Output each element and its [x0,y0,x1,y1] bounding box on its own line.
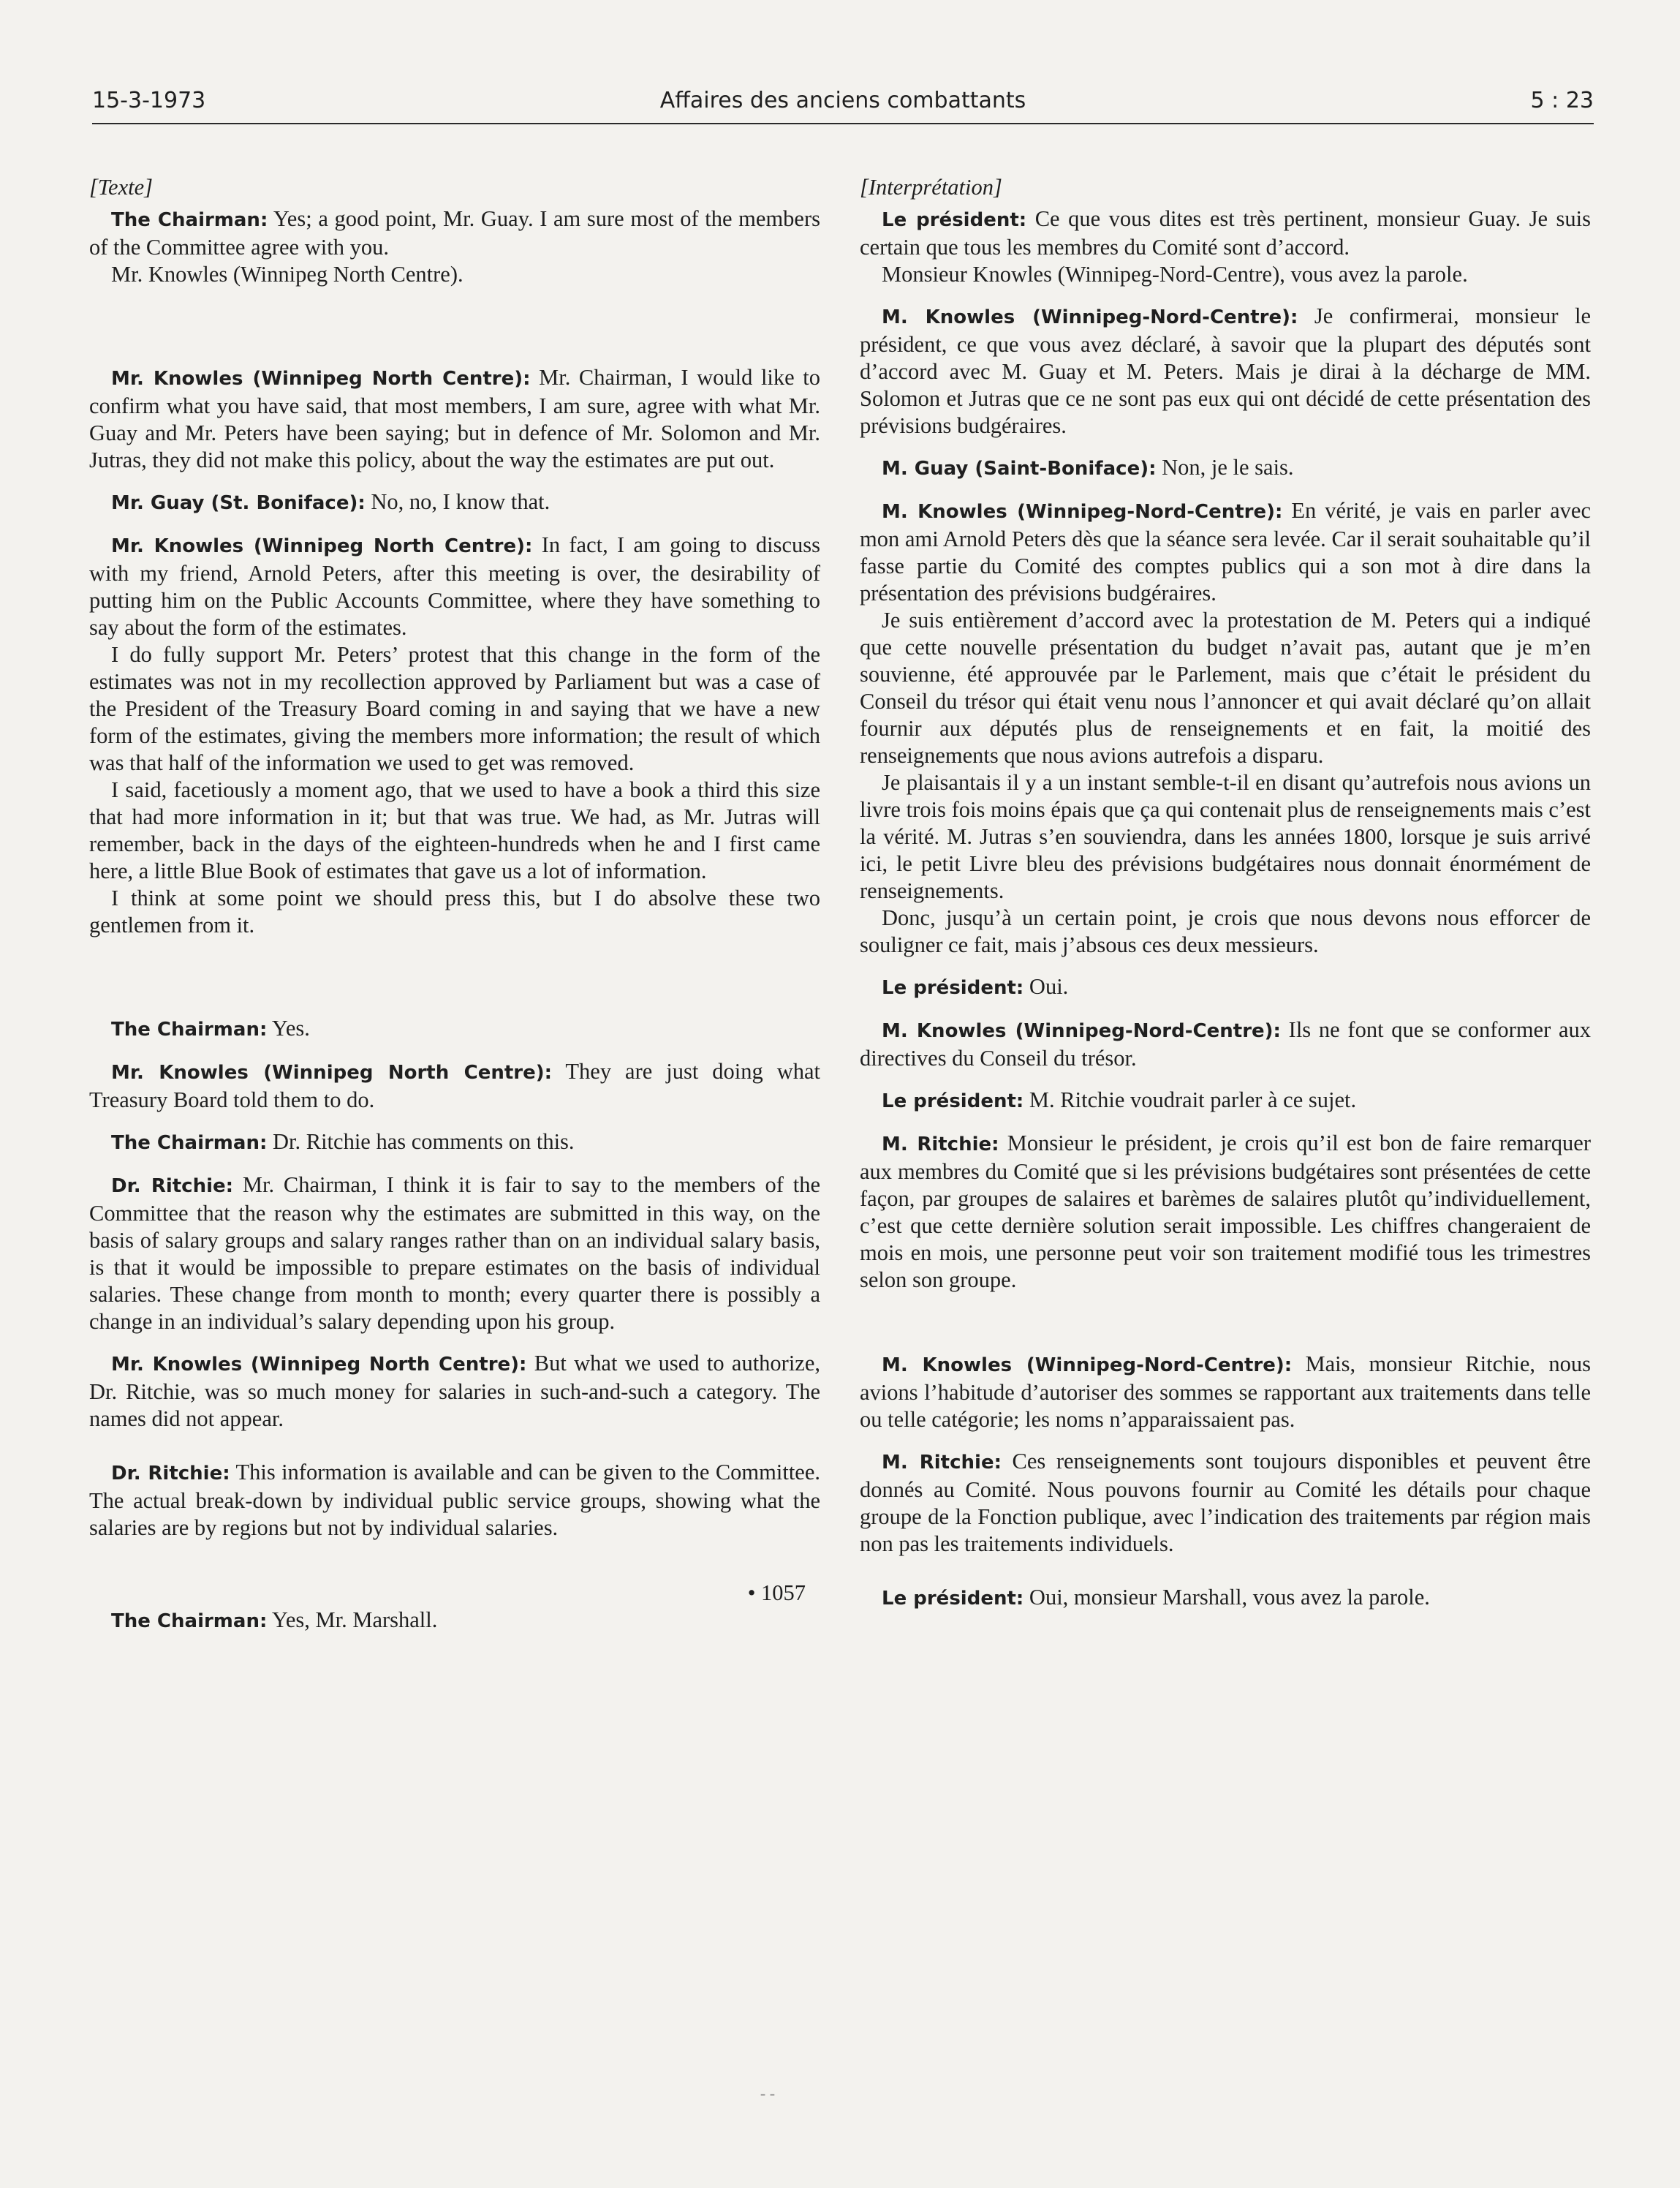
speech: En vérité, je vais en parler avec mon ami Arnold Peters dès que la séance sera levée. Car il serait souhaitable qu’il fasse partie du Comité des comptes publics qui a son mot à dire dans la présentation des prévisions budgéraires. [860,498,1591,606]
speaker: M. Knowles (Winnipeg-Nord-Centre): [882,306,1298,328]
speaker: Mr. Knowles (Winnipeg North Centre): [111,368,531,390]
speech: M. Ritchie voudrait parler à ce sujet. [1023,1087,1357,1112]
paragraph [860,1448,1591,1558]
paragraph [860,205,1591,261]
speaker: Mr. Knowles (Winnipeg North Centre): [111,1354,527,1376]
speaker: M. Knowles (Winnipeg-Nord-Centre): [882,1354,1293,1376]
speaker: The Chairman: [111,1019,268,1041]
paragraph [860,303,1591,440]
paragraph [860,1584,1591,1612]
paragraph [860,1087,1591,1115]
speech: They are just doing what Treasury Board told them to do. [89,1059,820,1112]
speech: Mais, monsieur Ritchie, nous avions l’habitude d’autoriser des sommes se rapportant aux traitements dans telle ou telle catégorie; les noms n’apparaissaient pas. [860,1351,1591,1432]
speaker: The Chairman: [111,209,268,231]
speech: This information is available and can be given to the Committee. The actual break-down by individual public service groups, showing what the salaries are by regions but not by individual salaries. [89,1460,820,1540]
speech: I think at some point we should press this, but I do absolve these two gentlemen from it. [89,886,820,938]
paragraph [89,488,820,517]
speaker: Dr. Ritchie: [111,1175,234,1197]
paragraph [89,1128,820,1157]
speech: Mr. Knowles (Winnipeg North Centre). [111,262,463,287]
speaker: Le président: [882,1090,1024,1112]
paragraph [89,1015,820,1044]
speaker: Le président: [882,1588,1024,1610]
speech: Ces renseignements sont toujours disponibles et peuvent être donnés au Comité. Nous pouvons fournir au Comité les détails pour chaque groupe de la Fonction publique, avec l’indication des traitements par région mais non pas les traitements individuels. [860,1449,1592,1556]
speech: Oui, monsieur Marshall, vous avez la parole. [1023,1585,1430,1610]
speech: In fact, I am going to discuss with my friend, Arnold Peters, after this meeting is over, the desirability of putting him on the Public Accounts Committee, where they have something to say about the form of the estimates. [89,532,820,640]
speech: Mr. Chairman, I would like to confirm what you have said, that most members, I am sure, agree with what Mr. Guay and Mr. Peters have been saying; but in defence of Mr. Solomon and Mr. Jutras, they did not make this policy, about the way the estimates are put out. [89,365,821,472]
paragraph [89,205,820,261]
speech: Je suis entièrement d’accord avec la protestation de M. Peters qui a indiqué que cette nouvelle présentation du budget n’avait pas, autant que je m’en souvienne, été approuvée par le Parlement, mais que c’était le président du Conseil du trésor qui était venu nous l’annoncer et qui avait déclaré qu’on allait fournir aux députés plus de renseignements et en fait, la moitié des renseignements que nous avions autrefois a disparu. [860,608,1591,768]
speech: No, no, I know that. [365,489,550,514]
paragraph [860,1016,1591,1072]
speaker: M. Knowles (Winnipeg-Nord-Centre): [882,1020,1281,1042]
paragraph [860,607,1591,769]
speaker: Mr. Knowles (Winnipeg North Centre): [111,1062,553,1084]
speaker: M. Ritchie: [882,1452,1002,1474]
paragraph [860,769,1591,905]
speech: Monsieur le président, je crois qu’il est bon de faire remarquer aux membres du Comité que si les prévisions budgétaires sont présentées de cette façon, par groupes de salaires et barèmes de salaires plutôt qu’individuellement, c’est que cette dernière solution serait impossible. Les chiffres changeraient de mois en mois, une personne peut voir son traitement modifié tous les trimestres selon son groupe. [860,1131,1591,1292]
footer-mark: - - [760,2084,776,2102]
header-title: Affaires des anciens combattants [659,88,1026,113]
paragraph [89,1058,820,1114]
speaker: Le président: [882,209,1027,231]
speech: Je confirmerai, monsieur le président, ce que vous avez déclaré, à savoir que la plupart des députés sont d’accord avec M. Guay et M. Peters. Mais je dirai à la décharge de MM. Solomon et Jutras que ce ne sont pas eux qui ont décidé de cette présentation des prévisions budgéraires. [860,303,1592,438]
speaker: M. Ritchie: [882,1133,999,1155]
speech: Monsieur Knowles (Winnipeg-Nord-Centre), vous avez la parole. [882,262,1468,287]
paragraph [860,1351,1591,1433]
paragraph [89,777,820,885]
paragraph [89,1459,820,1542]
paragraph [89,1607,820,1635]
header-date: 15-3-1973 [92,88,206,113]
speech: But what we used to authorize, Dr. Ritchie, was so much money for salaries in such-and-such a category. The names did not appear. [89,1351,821,1431]
speech: I said, facetiously a moment ago, that we used to have a book a third this size that had more information in it; but that was true. We had, as Mr. Jutras will remember, back in the days of the eighteen-hundreds when he and I first came here, a little Blue Book of estimates that gave us a lot of information. [89,777,820,883]
speech: Ce que vous dites est très pertinent, monsieur Guay. Je suis certain que tous les membres du Comité sont d’accord. [860,206,1591,260]
paragraph [860,454,1591,483]
paragraph [860,261,1591,288]
speech: Donc, jusqu’à un certain point, je crois que nous devons nous efforcer de souligner ce fait, mais j’absous ces deux messieurs. [860,905,1591,957]
speaker: Mr. Knowles (Winnipeg North Centre): [111,535,533,557]
speaker: The Chairman: [111,1610,268,1632]
speaker: M. Knowles (Winnipeg-Nord-Centre): [882,501,1283,523]
paragraph [89,532,820,641]
paragraph [89,261,820,288]
paragraph [860,1130,1591,1294]
speech: Je plaisantais il y a un instant semble-t-il en disant qu’autrefois nous avions un livre trois fois moins épais que ça qui contenait plus de renseignements mais c’est la vérité. M. Jutras s’en souviendra, dans les années 1800, lorsque je suis arrivé ici, le petit Livre bleu des prévisions budgétaires nous donnait énormément de renseignements. [860,770,1591,903]
french-column [860,174,1591,1612]
time-marker: • 1057 [747,1580,806,1605]
speaker: Le président: [882,977,1024,999]
paragraph [860,973,1591,1002]
paragraph [860,497,1591,607]
speech: I do fully support Mr. Peters’ protest that this change in the form of the estimates was not in my recollection approved by Parliament but was a case of the President of the Treasury Board coming in and saying that we have a new form of the estimates, giving the members more information; the result of which was that half of the information we used to get was removed. [89,642,820,775]
speech: Oui. [1023,974,1069,999]
speaker: M. Guay (Saint-Boniface): [882,458,1157,480]
header-page-number: 5 : 23 [1530,88,1594,113]
paragraph [89,364,820,474]
speaker: Mr. Guay (St. Boniface): [111,492,366,514]
section-label: [Texte] [89,175,153,200]
speaker: The Chairman: [111,1132,268,1154]
paragraph [89,1350,820,1433]
speech: Yes, Mr. Marshall. [267,1607,438,1632]
english-column [89,174,820,1635]
speech: Dr. Ritchie has comments on this. [267,1129,575,1154]
page-header [92,82,1594,124]
paragraph [89,885,820,939]
speech: Yes; a good point, Mr. Guay. I am sure most of the members of the Committee agree with you. [89,206,820,260]
speech: Ils ne font que se conformer aux directives du Conseil du trésor. [860,1017,1592,1071]
speech: Yes. [267,1016,310,1041]
paragraph [860,905,1591,959]
paragraph [89,641,820,777]
speech: Mr. Chairman, I think it is fair to say to the members of the Committee that the reason why the estimates are submitted in this way, on the basis of salary groups and salary ranges rather than on an individual salary basis, is that it would be impossible to prepare estimates on the basis of individual salaries. These change from month to month; every quarter there is possibly a change in an individual’s salary depending upon his group. [89,1172,821,1334]
speech: Non, je le sais. [1156,455,1294,480]
speaker: Dr. Ritchie: [111,1463,230,1485]
paragraph [89,1172,820,1335]
section-label: [Interprétation] [860,175,1002,200]
